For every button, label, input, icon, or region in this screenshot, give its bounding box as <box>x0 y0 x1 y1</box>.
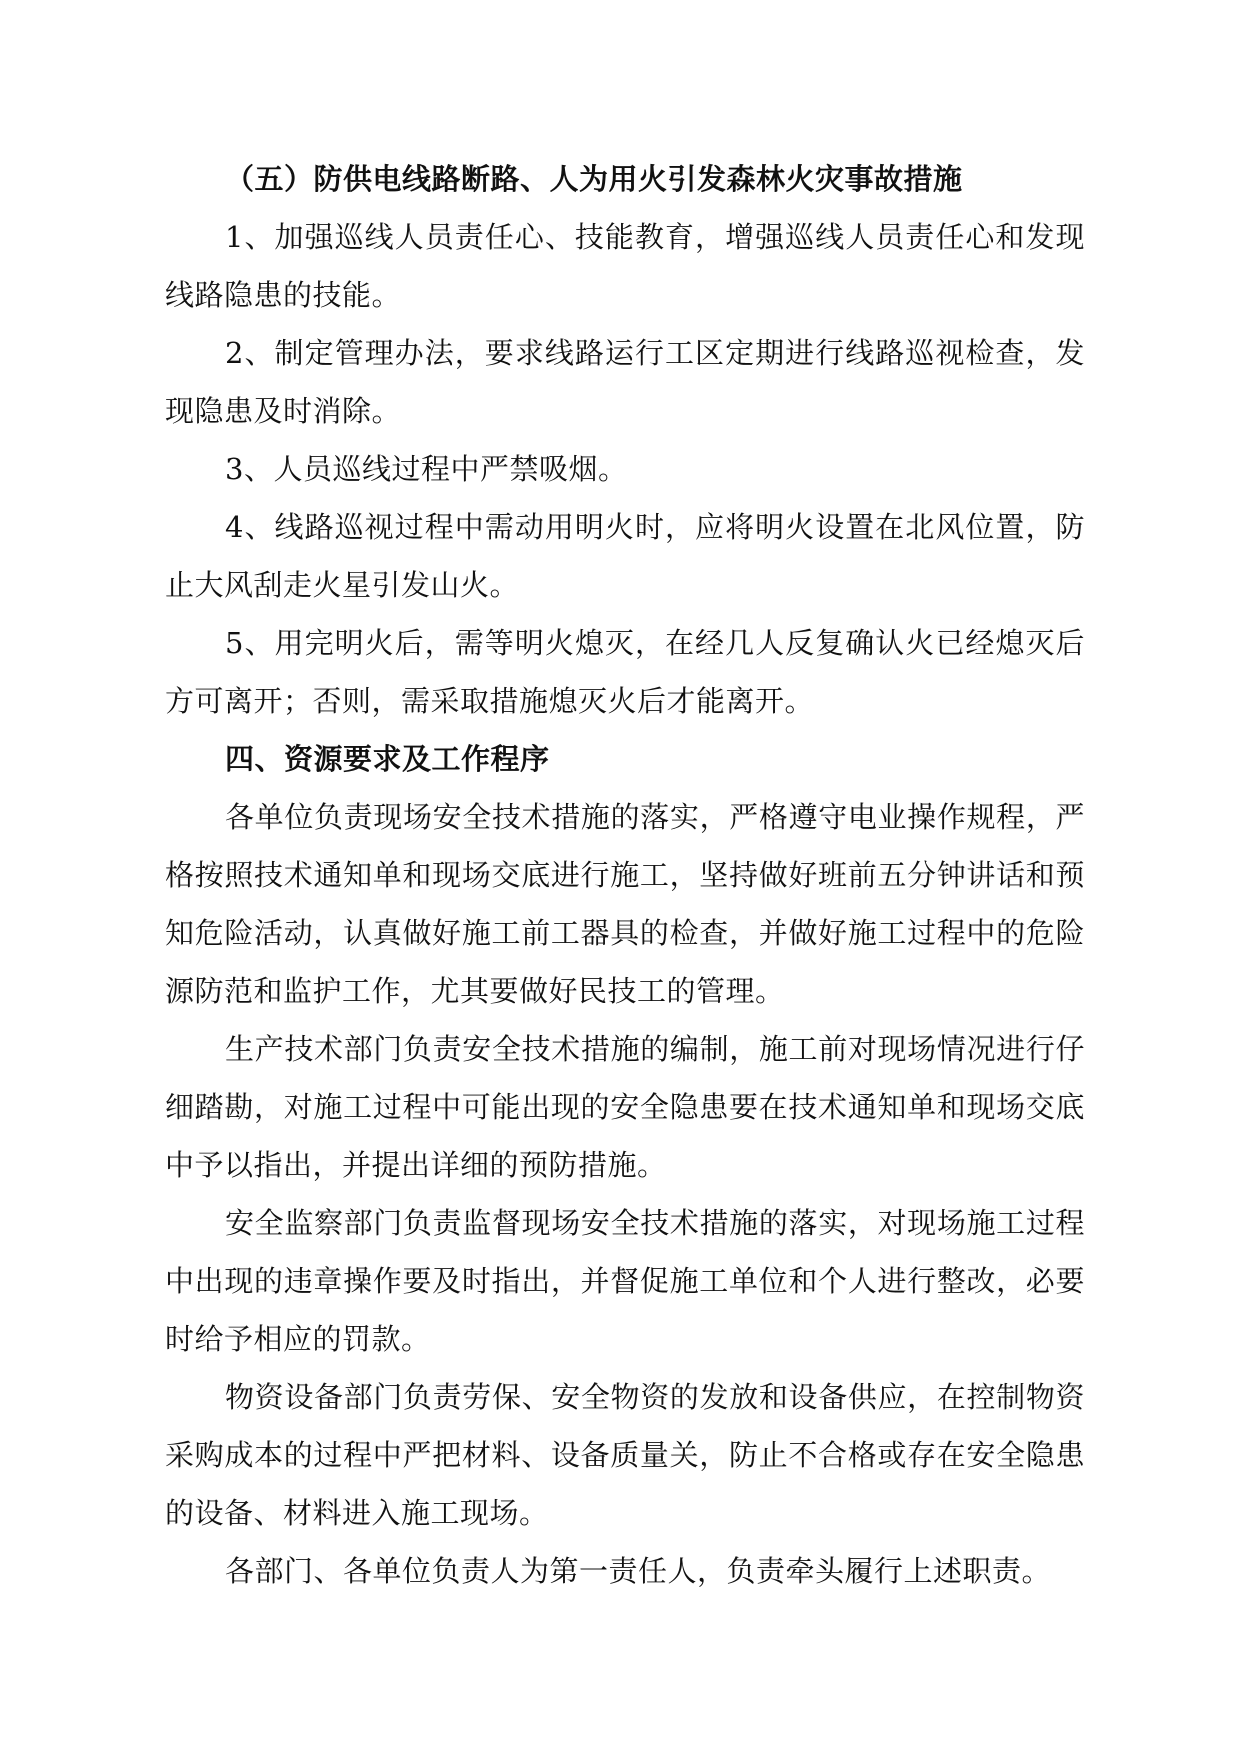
paragraph-item-4: 4、线路巡视过程中需动用明火时，应将明火设置在北风位置，防止大风刮走火星引发山火。 <box>165 510 1085 602</box>
paragraph-item-2: 2、制定管理办法，要求线路运行工区定期进行线路巡视检查，发现隐患及时消除。 <box>165 336 1085 428</box>
section-heading-fire-prevention: （五）防供电线路断路、人为用火引发森林火灾事故措施 <box>225 162 963 196</box>
section-heading-resources: 四、资源要求及工作程序 <box>225 742 550 776</box>
paragraph-item-3: 3、人员巡线过程中严禁吸烟。 <box>225 452 628 486</box>
paragraph-units-responsibility: 各单位负责现场安全技术措施的落实，严格遵守电业操作规程，严格按照技术通知单和现场交底进行施工，坚持做好班前五分钟讲话和预知危险活动，认真做好施工前工器具的检查，并做好施工过程中的危险源防范和监护工作，尤其要做好民技工的管理。 <box>165 800 1085 1008</box>
paragraph-production-tech: 生产技术部门负责安全技术措施的编制，施工前对现场情况进行仔细踏勘，对施工过程中可能出现的安全隐患要在技术通知单和现场交底中予以指出，并提出详细的预防措施。 <box>165 1032 1085 1182</box>
paragraph-materials-equipment: 物资设备部门负责劳保、安全物资的发放和设备供应，在控制物资采购成本的过程中严把材料、设备质量关，防止不合格或存在安全隐患的设备、材料进入施工现场。 <box>165 1380 1085 1530</box>
paragraph-first-responsible: 各部门、各单位负责人为第一责任人，负责牵头履行上述职责。 <box>225 1554 1052 1588</box>
paragraph-item-5: 5、用完明火后，需等明火熄灭，在经几人反复确认火已经熄灭后方可离开；否则，需采取措施熄灭火后才能离开。 <box>165 626 1085 718</box>
paragraph-safety-supervision: 安全监察部门负责监督现场安全技术措施的落实，对现场施工过程中出现的违章操作要及时指出，并督促施工单位和个人进行整改，必要时给予相应的罚款。 <box>165 1206 1085 1356</box>
document-page <box>165 150 1085 1600</box>
paragraph-item-1: 1、加强巡线人员责任心、技能教育，增强巡线人员责任心和发现线路隐患的技能。 <box>165 220 1085 312</box>
